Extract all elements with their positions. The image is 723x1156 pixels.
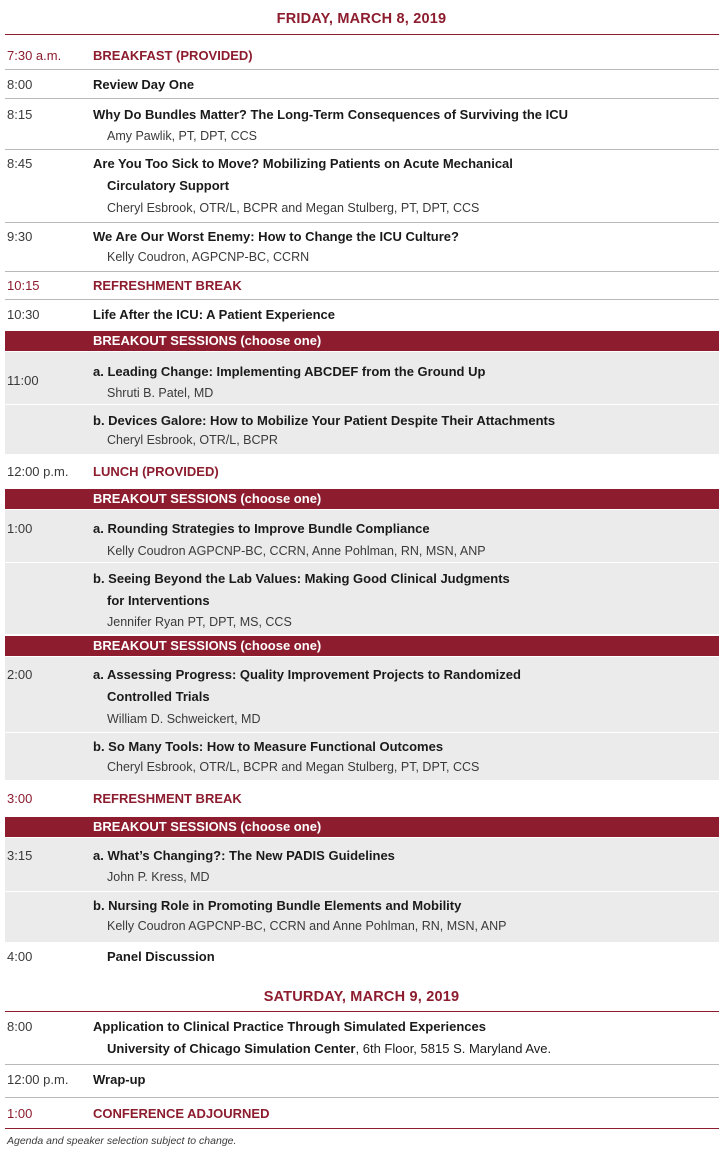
row-divider bbox=[5, 69, 719, 70]
row-divider bbox=[5, 271, 719, 272]
breakout-bar bbox=[5, 636, 719, 656]
speaker-name: Cheryl Esbrook, OTR/L, BCPR and Megan Stulberg, PT, DPT, CCS bbox=[107, 760, 480, 774]
session-title: b. So Many Tools: How to Measure Functional Outcomes bbox=[93, 739, 444, 754]
time-label: 8:00 bbox=[7, 1019, 33, 1034]
row-divider bbox=[5, 1097, 719, 1098]
row-divider bbox=[5, 1064, 719, 1065]
row-divider bbox=[5, 149, 719, 150]
breakout-label: BREAKOUT SESSIONS (choose one) bbox=[93, 333, 322, 348]
time-label: 2:00 bbox=[7, 667, 33, 682]
session-title: We Are Our Worst Enemy: How to Change the ICU Culture? bbox=[93, 229, 459, 244]
speaker-name: Kelly Coudron AGPCNP-BC, CCRN and Anne Pohlman, RN, MSN, ANP bbox=[107, 919, 507, 933]
session-title: Life After the ICU: A Patient Experience bbox=[93, 307, 335, 322]
row-divider bbox=[5, 98, 719, 99]
panel-divider bbox=[5, 404, 719, 405]
time-label: 11:00 bbox=[7, 373, 39, 388]
speaker-name: John P. Kress, MD bbox=[107, 870, 210, 884]
breakout-bar bbox=[5, 331, 719, 351]
speaker-name: Cheryl Esbrook, OTR/L, BCPR bbox=[107, 433, 278, 447]
time-label: 12:00 p.m. bbox=[7, 1072, 69, 1087]
time-label: 9:30 bbox=[7, 229, 33, 244]
session-title: Application to Clinical Practice Through Simulated Experiences bbox=[93, 1019, 486, 1034]
session-title-cont: Circulatory Support bbox=[107, 178, 230, 193]
speaker-name: Cheryl Esbrook, OTR/L, BCPR and Megan Stulberg, PT, DPT, CCS bbox=[107, 201, 480, 215]
heading-rule bbox=[5, 34, 719, 35]
session-title: b. Nursing Role in Promoting Bundle Elements and Mobility bbox=[93, 898, 462, 913]
breakout-bar bbox=[5, 817, 719, 837]
session-title-cont: for Interventions bbox=[107, 593, 210, 608]
time-label: 1:00 bbox=[7, 1106, 33, 1121]
time-label: 3:00 bbox=[7, 791, 33, 806]
session-title-cont: Controlled Trials bbox=[107, 689, 210, 704]
bottom-rule bbox=[5, 1128, 719, 1129]
row-divider bbox=[5, 299, 719, 300]
time-label: 10:30 bbox=[7, 307, 40, 322]
time-label: 8:45 bbox=[7, 156, 33, 171]
panel-divider bbox=[5, 732, 719, 733]
location-line bbox=[107, 1041, 551, 1056]
time-label: 4:00 bbox=[7, 949, 33, 964]
session-title: Why Do Bundles Matter? The Long-Term Consequences of Surviving the ICU bbox=[93, 107, 569, 122]
session-title: a. Leading Change: Implementing ABCDEF from the Ground Up bbox=[93, 364, 486, 379]
session-title: a. Assessing Progress: Quality Improvement Projects to Randomized bbox=[93, 667, 521, 682]
session-title: Review Day One bbox=[93, 77, 195, 92]
time-label: 7:30 a.m. bbox=[7, 48, 62, 63]
panel-divider bbox=[5, 562, 719, 563]
speaker-name: Jennifer Ryan PT, DPT, MS, CCS bbox=[107, 615, 292, 629]
time-label: 10:15 bbox=[7, 278, 40, 293]
adjourn-label: CONFERENCE ADJOURNED bbox=[93, 1106, 270, 1121]
time-label: 1:00 bbox=[7, 521, 33, 536]
footnote: Agenda and speaker selection subject to change. bbox=[7, 1135, 237, 1147]
heading-rule bbox=[5, 1011, 719, 1012]
session-title: Panel Discussion bbox=[107, 949, 215, 964]
breakout-label: BREAKOUT SESSIONS (choose one) bbox=[93, 491, 322, 506]
lunch-label: LUNCH (PROVIDED) bbox=[93, 464, 219, 479]
breakout-bar bbox=[5, 489, 719, 509]
breakout-label: BREAKOUT SESSIONS (choose one) bbox=[93, 638, 322, 653]
breakfast-label: BREAKFAST (PROVIDED) bbox=[93, 48, 253, 63]
session-title: a. Rounding Strategies to Improve Bundle Compliance bbox=[93, 521, 430, 536]
session-title: b. Seeing Beyond the Lab Values: Making Good Clinical Judgments bbox=[93, 571, 510, 586]
friday-heading: FRIDAY, MARCH 8, 2019 bbox=[276, 11, 447, 27]
time-label: 12:00 p.m. bbox=[7, 464, 69, 479]
row-divider bbox=[5, 222, 719, 223]
location-address: , 6th Floor, 5815 S. Maryland Ave. bbox=[355, 1041, 552, 1056]
speaker-name: Shruti B. Patel, MD bbox=[107, 386, 214, 400]
speaker-name: Amy Pawlik, PT, DPT, CCS bbox=[107, 129, 258, 143]
break-label: REFRESHMENT BREAK bbox=[93, 278, 242, 293]
speaker-name: Kelly Coudron AGPCNP-BC, CCRN, Anne Pohlman, RN, MSN, ANP bbox=[107, 544, 486, 558]
session-title: Wrap-up bbox=[93, 1072, 146, 1087]
location-name: University of Chicago Simulation Center bbox=[107, 1041, 356, 1056]
speaker-name: Kelly Coudron, AGPCNP-BC, CCRN bbox=[107, 250, 310, 264]
breakout-label: BREAKOUT SESSIONS (choose one) bbox=[93, 819, 322, 834]
time-label: 8:00 bbox=[7, 77, 33, 92]
session-title: a. What’s Changing?: The New PADIS Guidelines bbox=[93, 848, 395, 863]
speaker-name: William D. Schweickert, MD bbox=[107, 712, 261, 726]
session-title: Are You Too Sick to Move? Mobilizing Patients on Acute Mechanical bbox=[93, 156, 513, 171]
panel-divider bbox=[5, 891, 719, 892]
break-label: REFRESHMENT BREAK bbox=[93, 791, 242, 806]
saturday-heading: SATURDAY, MARCH 9, 2019 bbox=[263, 989, 460, 1005]
session-title: b. Devices Galore: How to Mobilize Your Patient Despite Their Attachments bbox=[93, 413, 556, 428]
time-label: 8:15 bbox=[7, 107, 33, 122]
time-label: 3:15 bbox=[7, 848, 33, 863]
